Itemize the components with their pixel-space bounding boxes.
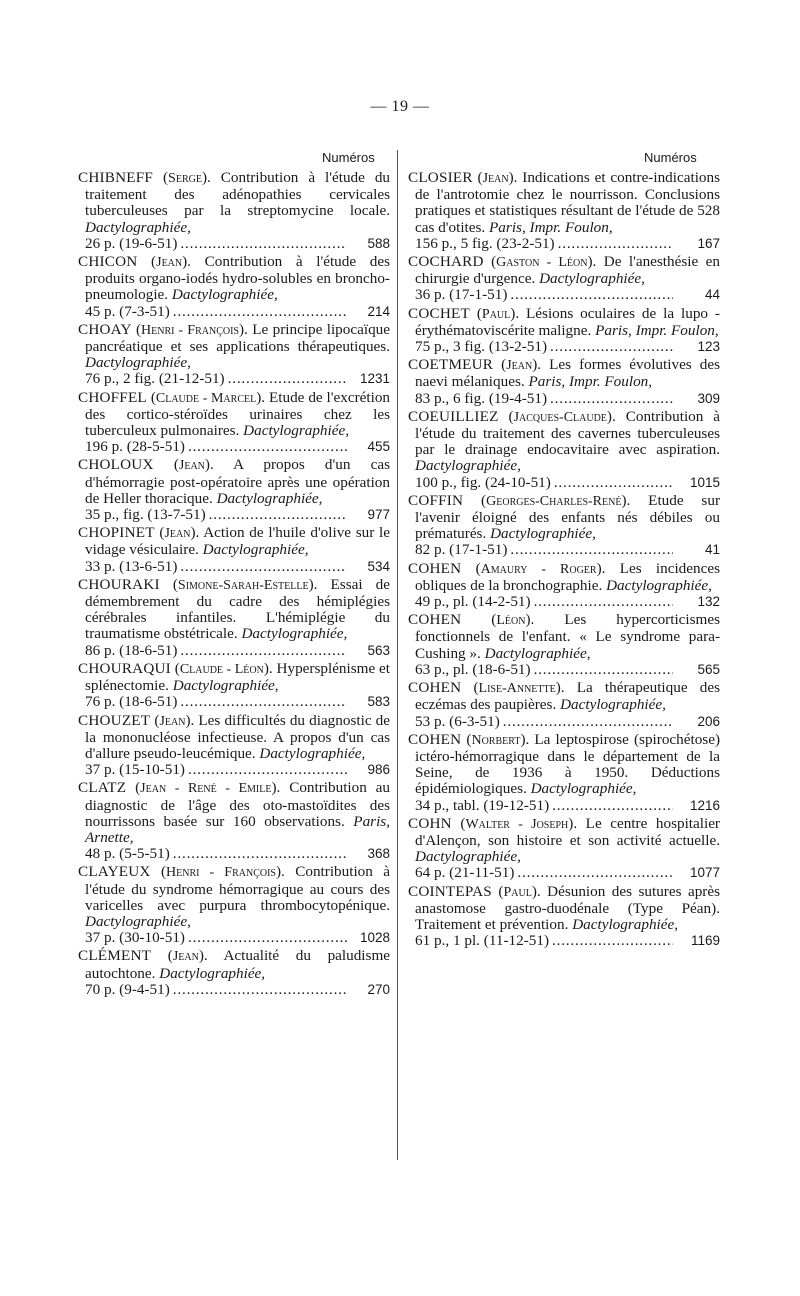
author-given-names: Norbert (471, 732, 521, 748)
author-given-names: Simone-Sarah-Estelle (177, 577, 309, 593)
pagination-date: 33 p. (13-6-51) (85, 557, 178, 575)
bibliography-entry (78, 170, 390, 252)
author-surname: CHOUZET (78, 711, 151, 729)
leader-dots (554, 475, 673, 491)
bibliography-entry (78, 457, 390, 523)
author-surname: CLATZ (78, 779, 127, 797)
pagination-date: 76 p., 2 fig. (21-12-51) (85, 370, 225, 388)
pagination-date: 82 p. (17-1-51) (415, 541, 508, 559)
pagination-date: 35 p., fig. (13-7-51) (85, 506, 206, 524)
bibliography-entry (408, 680, 720, 730)
entry-text: COFFIN (Georges-Charles-René). Etude sur l'avenir éloigné des enfants nés débiles ou prématurés. Dactylographiée, (408, 491, 720, 543)
thesis-title: Etude sur l'avenir éloigné des enfants nés débiles ou prématurés. (415, 491, 720, 543)
author-surname: COCHET (408, 304, 470, 322)
leader-dots (558, 236, 673, 252)
entry-text: CLÉMENT (Jean). Actualité du paludisme autochtone. Dactylographiée, (78, 947, 390, 982)
entry-footer (78, 694, 390, 710)
entry-footer (408, 865, 720, 881)
bibliography-entry (78, 661, 390, 711)
bibliography-entry (408, 254, 720, 304)
pagination-date: 37 p. (15-10-51) (85, 761, 185, 779)
bibliography-entry (408, 816, 720, 882)
page-number: — 19 — (370, 98, 430, 115)
leader-dots (188, 930, 347, 946)
leader-dots (510, 542, 673, 558)
entry-footer (408, 542, 720, 558)
author-given-names: Léon (496, 613, 526, 629)
author-surname: CHOURAQUI (78, 659, 171, 677)
bibliography-entry (78, 525, 390, 575)
pagination-date: 75 p., 3 fig. (13-2-51) (415, 338, 548, 356)
entry-text: CLOSIER (Jean). Indications et contre-indications de l'antrotomie chez le nourrisson. Conclusions pratiques et statistiques résultant de l'étude de 528 cas d'otites. Paris, Impr. Foulon, (408, 169, 721, 236)
entry-number: 1077 (689, 865, 720, 881)
thesis-title: Indications et contre-indications de l'antrotomie chez le nourrisson. Conclusions pratiques et statistiques résultant de l'étude de 528 cas d'otites. (415, 169, 721, 236)
leader-dots (534, 662, 673, 678)
entry-text: COETMEUR (Jean). Les formes évolutives des naevi mélaniques. Paris, Impr. Foulon, (408, 356, 720, 391)
publisher: Dactylographiée, (85, 354, 191, 372)
author-surname: CHOAY (78, 320, 132, 338)
entry-number: 1169 (690, 933, 720, 949)
leader-dots (188, 439, 347, 455)
author-given-names: Jean (156, 255, 183, 271)
author-given-names: Henri - François (141, 322, 239, 338)
author-surname: CLAYEUX (78, 863, 151, 881)
author-surname: COFFIN (408, 491, 464, 509)
entry-footer (408, 662, 720, 678)
author-given-names: Paul (503, 884, 532, 900)
author-surname: CLÉMENT (78, 947, 152, 965)
thesis-title: Les formes évolutives des naevi mélaniques. (415, 356, 720, 391)
leader-dots (534, 594, 673, 610)
thesis-title: A propos d'un cas d'hémorragie post-opératoire après une opération de Heller thoracique. (85, 456, 390, 507)
leader-dots (173, 304, 347, 320)
pagination-date: 76 p. (18-6-51) (85, 693, 178, 711)
entry-footer (408, 391, 720, 407)
pagination-date: 63 p., pl. (18-6-51) (415, 660, 531, 678)
author-given-names: Georges-Charles-René (486, 493, 622, 509)
publisher: Dactylographiée, (243, 422, 350, 440)
author-given-names: Gaston - Léon (496, 255, 588, 271)
entry-text: CHOFFEL (Claude - Marcel). Etude de l'excrétion des cortico-stéroïdes urinaires chez les tuberculeux pulmonaires. Dactylographiée, (78, 388, 391, 440)
entry-number: 588 (367, 235, 390, 251)
pagination-date: 37 p. (30-10-51) (85, 929, 185, 947)
entry-text: COCHARD (Gaston - Léon). De l'anesthésie en chirurgie d'urgence. Dactylographiée, (408, 253, 720, 288)
publisher: Dactylographiée, (85, 218, 191, 236)
publisher: Dactylographiée, (530, 780, 637, 798)
pagination-date: 34 p., tabl. (19-12-51) (415, 796, 550, 814)
leader-dots (180, 559, 347, 575)
entry-number: 270 (367, 981, 390, 997)
pagination-date: 86 p. (18-6-51) (85, 641, 178, 659)
author-surname: COEUILLIEZ (408, 407, 499, 425)
leader-dots (510, 287, 673, 303)
pagination-date: 45 p. (7-3-51) (85, 302, 170, 320)
thesis-title: Etude de l'excrétion des cortico-stéroïdes urinaires chez les tuberculeux pulmonaires. (85, 388, 391, 440)
bibliography-entry (78, 864, 390, 946)
pagination-date: 64 p. (21-11-51) (415, 864, 515, 882)
entry-footer (78, 371, 390, 387)
entry-text: COHEN (Léon). Les hypercorticismes fonctionnels de l'enfant. « Le syndrome para-Cushing ». Dactylographiée, (408, 611, 721, 662)
entry-text: CLAYEUX (Henri - François). Contribution à l'étude du syndrome hémorragique au cours des varicelles avec purpura thrombocytopénique. Dactylographiée, (78, 863, 390, 930)
bibliography-entry (78, 780, 390, 862)
bibliography-entry (408, 732, 720, 814)
publisher: Paris, Impr. Foulon, (595, 321, 719, 339)
author-given-names: Jean (482, 171, 509, 186)
publisher: Dactylographiée, (415, 457, 521, 475)
thesis-title: Contribution à l'étude du traitement des cavernes tuberculeuses par le drainage endocavitaire avec aspiration. (415, 407, 721, 459)
entry-footer (78, 762, 390, 778)
bibliography-entry (408, 884, 720, 950)
entry-footer (408, 798, 720, 814)
thesis-title: Contribution à l'étude du traitement des adénopathies cervicales tuberculeuses par la streptomycine locale. (85, 169, 391, 220)
leader-dots (550, 339, 673, 355)
publisher: Dactylographiée, (159, 964, 266, 982)
entry-footer (78, 439, 390, 455)
entry-number: 1028 (359, 930, 390, 946)
entry-text: COEUILLIEZ (Jacques-Claude). Contribution à l'étude du traitement des cavernes tuberculeuses par le drainage endocavitaire avec aspiration. Dactylographiée, (408, 407, 721, 475)
leader-dots (188, 762, 347, 778)
pagination-date: 36 p. (17-1-51) (415, 286, 508, 304)
author-surname: CLOSIER (408, 169, 473, 186)
publisher: Dactylographiée, (560, 696, 666, 714)
publisher: Paris, Impr. Foulon, (489, 218, 613, 236)
author-surname: CHIBNEFF (78, 169, 154, 186)
leader-dots (180, 694, 347, 710)
entry-footer (78, 982, 390, 998)
bibliography-entry (78, 322, 390, 388)
entry-number: 1231 (359, 371, 390, 387)
entry-number: 986 (367, 762, 390, 778)
thesis-title: Action de l'huile d'olive sur le vidage vésiculaire. (85, 524, 390, 559)
entry-footer (78, 930, 390, 946)
author-surname: COHEN (408, 559, 462, 577)
author-given-names: Jacques-Claude (513, 409, 607, 425)
bibliography-entry (78, 948, 390, 998)
author-given-names: Jean (506, 358, 533, 374)
leader-dots (503, 714, 673, 730)
thesis-title: Contribution à l'étude des produits organo-iodés hydro-solubles en broncho-pneumologie. (85, 253, 390, 304)
bibliography-entry (408, 306, 720, 356)
publisher: Dactylographiée, (259, 744, 366, 762)
entry-text: COHN (Walter - Joseph). Le centre hospitalier d'Alençon, son histoire et son activité actuelle. Dactylographiée, (408, 814, 720, 866)
publisher: Paris, Impr. Foulon, (528, 373, 653, 391)
pagination-date: 156 p., 5 fig. (23-2-51) (415, 234, 555, 252)
entry-number: 44 (704, 287, 720, 303)
thesis-title: Hypersplénisme et splénectomie. (85, 659, 390, 695)
author-given-names: Lise-Annette (478, 681, 556, 697)
author-surname: COHEN (408, 730, 462, 748)
thesis-title: Lésions oculaires de la lupo - érythématoviscérite maligne. (415, 304, 720, 339)
author-given-names: Jean (164, 526, 191, 542)
entry-text: CHOPINET (Jean). Action de l'huile d'olive sur le vidage vésiculaire. Dactylographiée, (78, 524, 390, 559)
thesis-title: Actualité du paludisme autochtone. (85, 947, 390, 982)
entry-footer (78, 304, 390, 320)
entry-number: 214 (367, 303, 390, 319)
author-given-names: Jean - René - Emile (140, 781, 272, 797)
publisher: Dactylographiée, (241, 625, 348, 643)
author-given-names: Henri - François (166, 865, 276, 881)
entry-number: 309 (697, 390, 720, 406)
pagination-date: 100 p., fig. (24-10-51) (415, 473, 551, 491)
author-given-names: Jean (172, 949, 199, 965)
bibliography-entry (408, 493, 720, 559)
pagination-date: 196 p. (28-5-51) (85, 438, 185, 456)
right-column (408, 170, 720, 951)
publisher: Dactylographiée, (490, 525, 596, 543)
author-surname: COHEN (408, 679, 462, 697)
publisher: Dactylographiée, (85, 912, 191, 930)
leader-dots (209, 507, 347, 523)
publisher: Dactylographiée, (202, 541, 309, 559)
left-column (78, 170, 390, 1000)
pagination-date: 83 p., 6 fig. (19-4-51) (415, 389, 548, 407)
entry-text: COHEN (Norbert). La leptospirose (spirochétose) ictéro-hémorragique dans le département de la Seine, de 1936 à 1950. Déductions épidémiologiques. Dactylographiée, (408, 730, 721, 798)
publisher: Dactylographiée, (572, 915, 679, 933)
entry-footer (78, 236, 390, 252)
author-given-names: Serge (168, 171, 202, 186)
left-column-header: Numéros (322, 150, 375, 165)
author-surname: CHICON (78, 253, 138, 271)
bibliography-entry (78, 713, 390, 779)
pagination-date: 53 p. (6-3-51) (415, 712, 500, 730)
thesis-title: Contribution au diagnostic de l'âge des oto-mastoïdites des nourrissons basée sur 160 observations. (85, 779, 391, 830)
pagination-date: 49 p., pl. (14-2-51) (415, 593, 531, 611)
entry-number: 167 (697, 235, 720, 251)
entry-number: 206 (697, 713, 720, 729)
entry-footer (408, 714, 720, 730)
entry-text: CHIBNEFF (Serge). Contribution à l'étude du traitement des adénopathies cervicales tuberculeuses par la streptomycine locale. Dactylographiée, (78, 169, 391, 236)
entry-text: COINTEPAS (Paul). Désunion des sutures après anastomose gastro-duodénale (Type Péan). Traitement et prévention. Dactylographiée, (408, 882, 721, 933)
bibliography-entry (408, 612, 720, 678)
entry-number: 977 (367, 507, 390, 523)
pagination-date: 70 p. (9-4-51) (85, 980, 170, 998)
entry-number: 455 (367, 439, 390, 455)
entry-text: CHICON (Jean). Contribution à l'étude des produits organo-iodés hydro-solubles en broncho-pneumologie. Dactylographiée, (78, 253, 390, 304)
author-surname: COINTEPAS (408, 882, 492, 900)
entry-text: COCHET (Paul). Lésions oculaires de la lupo - érythématoviscérite maligne. Paris, Impr. Foulon, (408, 304, 720, 339)
entry-number: 41 (704, 542, 720, 558)
author-surname: COHN (408, 814, 452, 832)
pagination-date: 61 p., 1 pl. (11-12-51) (415, 932, 549, 950)
publisher: Dactylographiée, (539, 270, 645, 288)
author-surname: COHEN (408, 611, 462, 629)
entry-footer (408, 287, 720, 303)
entry-footer (78, 507, 390, 523)
thesis-title: La leptospirose (spirochétose) ictéro-hémorragique dans le département de la Seine, de 1936 à 1950. Déductions épidémiologiques. (415, 730, 721, 798)
entry-text: CHOURAKI (Simone-Sarah-Estelle). Essai de démembrement du cadre des hémiplégies cérébrales infantiles. L'hémiplégie du traumatisme obstétricale. Dactylographiée, (78, 575, 390, 643)
leader-dots (180, 643, 347, 659)
entry-number: 1015 (689, 474, 720, 490)
thesis-title: La thérapeutique des eczémas des paupières. (415, 679, 720, 714)
pagination-date: 26 p. (19-6-51) (85, 234, 178, 252)
publisher: Dactylographiée, (216, 489, 323, 507)
leader-dots (552, 933, 673, 949)
leader-dots (228, 371, 347, 387)
author-surname: CHOPINET (78, 524, 155, 542)
publisher: Dactylographiée, (606, 576, 712, 594)
entry-text: CLATZ (Jean - René - Emile). Contribution au diagnostic de l'âge des oto-mastoïdites des nourrissons basée sur 160 observations. Paris, Arnette, (78, 779, 391, 846)
entry-text: CHOLOUX (Jean). A propos d'un cas d'hémorragie post-opératoire après une opération de Heller thoracique. Dactylographiée, (78, 456, 390, 507)
pagination-date: 48 p. (5-5-51) (85, 845, 170, 863)
entry-number: 123 (697, 339, 720, 355)
bibliography-entry (408, 170, 720, 252)
right-column-header: Numéros (644, 150, 697, 165)
thesis-title: Contribution à l'étude du syndrome hémorragique au cours des varicelles avec purpura thrombocytopénique. (85, 863, 390, 914)
author-surname: CHOURAKI (78, 575, 160, 593)
entry-number: 583 (367, 694, 390, 710)
author-surname: CHOFFEL (78, 388, 147, 406)
entry-text: CHOUZET (Jean). Les difficultés du diagnostic de la mononucléose infectieuse. A propos d'un cas d'allure pseudo-leucémique. Dactylographiée, (78, 711, 390, 762)
entry-text: CHOAY (Henri - François). Le principe lipocaïque pancréatique et ses applications thérapeutiques. Dactylographiée, (78, 320, 390, 372)
publisher: Dactylographiée, (484, 644, 591, 662)
leader-dots (180, 236, 347, 252)
entry-footer (78, 643, 390, 659)
entry-number: 368 (367, 846, 390, 862)
entry-number: 534 (367, 558, 390, 574)
leader-dots (173, 846, 347, 862)
bibliography-entry (408, 561, 720, 611)
entry-number: 1216 (689, 797, 720, 813)
entry-text: COHEN (Lise-Annette). La thérapeutique des eczémas des paupières. Dactylographiée, (408, 679, 720, 714)
thesis-title: De l'anesthésie en chirurgie d'urgence. (415, 253, 720, 288)
column-divider (397, 150, 398, 1160)
author-given-names: Jean (178, 458, 205, 474)
leader-dots (550, 391, 673, 407)
entry-text: CHOURAQUI (Claude - Léon). Hypersplénisme et splénectomie. Dactylographiée, (78, 659, 390, 695)
publisher: Dactylographiée, (172, 677, 279, 695)
author-surname: CHOLOUX (78, 456, 154, 474)
entry-footer (408, 339, 720, 355)
bibliography-entry (78, 254, 390, 320)
entry-footer (408, 475, 720, 491)
thesis-title: Le principe lipocaïque pancréatique et ses applications thérapeutiques. (85, 320, 390, 356)
thesis-title: Les incidences obliques de la bronchographie. (415, 559, 721, 594)
leader-dots (517, 865, 673, 881)
author-given-names: Jean (159, 713, 186, 729)
publisher: Dactylographiée, (415, 848, 521, 866)
author-given-names: Claude - Marcel (155, 390, 257, 406)
author-surname: COCHARD (408, 253, 484, 271)
entry-footer (408, 594, 720, 610)
entry-text: COHEN (Amaury - Roger). Les incidences obliques de la bronchographie. Dactylographiée, (408, 559, 721, 594)
publisher: Dactylographiée, (171, 286, 278, 304)
thesis-title: Désunion des sutures après anastomose gastro-duodénale (Type Péan). Traitement et prévention. (415, 882, 721, 933)
entry-footer (408, 236, 720, 252)
thesis-title: Les hypercorticismes fonctionnels de l'enfant. « Le syndrome para-Cushing ». (415, 611, 721, 662)
bibliography-entry (78, 390, 390, 456)
entry-footer (78, 846, 390, 862)
bibliography-entry (408, 409, 720, 491)
author-given-names: Paul (481, 306, 511, 322)
author-surname: COETMEUR (408, 356, 494, 374)
author-given-names: Amaury - Roger (480, 561, 597, 577)
author-given-names: Claude - Léon (179, 661, 264, 677)
entry-number: 565 (697, 661, 720, 677)
publisher: Paris, Arnette, (85, 812, 391, 846)
leader-dots (552, 798, 673, 814)
bibliography-entry (78, 577, 390, 659)
author-given-names: Walter - Joseph (465, 816, 569, 832)
entry-number: 563 (367, 642, 390, 658)
leader-dots (173, 982, 347, 998)
entry-footer (78, 559, 390, 575)
thesis-title: Essai de démembrement du cadre des hémiplégies cérébrales infantiles. L'hémiplégie du traumatisme obstétricale. (85, 575, 390, 643)
thesis-title: Le centre hospitalier d'Alençon, son histoire et son activité actuelle. (415, 814, 720, 849)
entry-footer (408, 933, 720, 949)
entry-number: 132 (697, 594, 720, 610)
bibliography-entry (408, 357, 720, 407)
thesis-title: Les difficultés du diagnostic de la mononucléose infectieuse. A propos d'un cas d'allure pseudo-leucémique. (85, 711, 390, 762)
